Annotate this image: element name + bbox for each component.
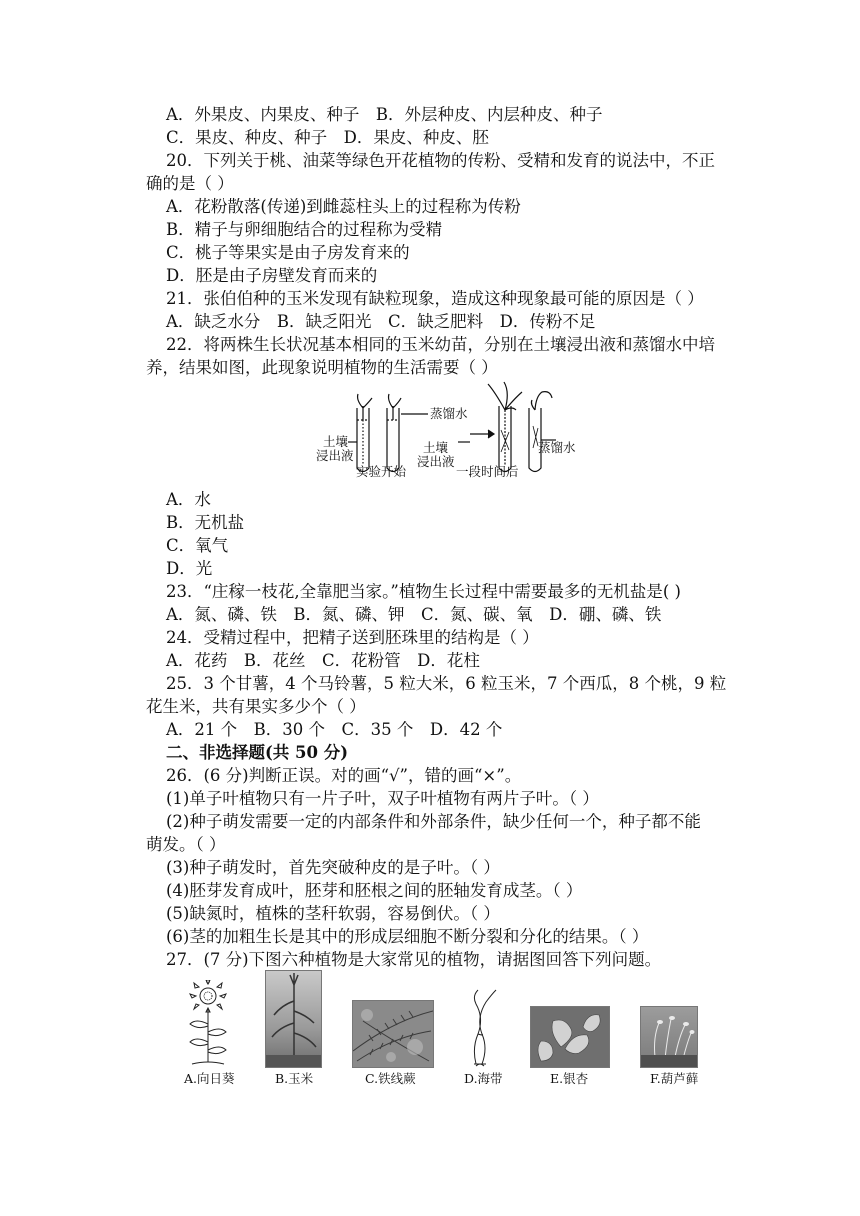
fig-caption-later: 一段时间后 [456, 464, 519, 479]
caption-a: A.向日葵 [184, 1071, 235, 1086]
fig-label-soil-left-2: 浸出液 [316, 448, 354, 463]
q25-options: A．21 个 B．30 个 C．35 个 D．42 个 [166, 720, 503, 739]
q20-option-c: C．桃子等果实是由子房发育来的 [166, 243, 410, 262]
fern-photo [352, 1000, 434, 1068]
corn-photo [265, 970, 322, 1068]
seedling-3 [488, 382, 522, 410]
q25-stem-line-2: 花生米，共有果实多少个（ ） [146, 697, 366, 716]
q25-stem-line-1: 25．3 个甘薯，4 个马铃薯，5 粒大米，6 粒玉米，7 个西瓜，8 个桃，9 粒 [166, 674, 727, 693]
q23-stem: 23．“庄稼一枝花,全靠肥当家。”植物生长过程中需要最多的无机盐是( ) [166, 582, 681, 601]
fig-label-distilled-top: 蒸馏水 [430, 406, 468, 421]
q26-statement-5: (5)缺氮时，植株的茎秆软弱，容易倒伏。（ ） [166, 904, 500, 923]
q27-stem: 27．(7 分)下图六种植物是大家常见的植物，请据图回答下列问题。 [166, 950, 662, 969]
sunflower-illustration [180, 980, 236, 1068]
fig-label-distilled-right: 蒸馏水 [538, 440, 576, 455]
caption-e: E.银杏 [550, 1071, 589, 1086]
q26-statement-4: (4)胚芽发育成叶，胚芽和胚根之间的胚轴发育成茎。（ ） [166, 881, 583, 900]
q19-option-line-1: A．外果皮、内果皮、种子 B．外层种皮、内层种皮、种子 [166, 105, 603, 124]
q20-stem-line-2: 确的是（ ） [146, 174, 234, 193]
seedling-1 [358, 394, 372, 420]
caption-c: C.铁线蕨 [365, 1071, 416, 1086]
q26-statement-6: (6)茎的加粗生长是其中的形成层细胞不断分裂和分化的结果。（ ） [166, 927, 649, 946]
ginkgo-photo [530, 1006, 610, 1068]
q24-options: A．花药 B．花丝 C．花粉管 D．花柱 [166, 651, 480, 670]
seedling-4 [531, 392, 552, 410]
section-heading: 二、非选择题(共 50 分) [166, 743, 349, 762]
q20-option-b: B．精子与卵细胞结合的过程称为受精 [166, 220, 443, 239]
fig-caption-start: 实验开始 [356, 464, 407, 479]
fig-label-soil-mid-1: 土壤 [423, 440, 449, 455]
q24-stem: 24．受精过程中，把精子送到胚珠里的结构是（ ） [166, 628, 539, 647]
q26-statement-3: (3)种子萌发时，首先突破种皮的是子叶。（ ） [166, 858, 500, 877]
q20-stem-line-1: 20．下列关于桃、油菜等绿色开花植物的传粉、受精和发育的说法中，不正 [166, 151, 715, 170]
q22-stem-line-2: 养，结果如图，此现象说明植物的生活需要（ ） [146, 358, 498, 377]
q26-statement-2-line-1: (2)种子萌发需要一定的内部条件和外部条件，缺少任何一个，种子都不能 [166, 812, 701, 831]
q21-stem: 21．张伯伯种的玉米发现有缺粒现象，造成这种现象最可能的原因是（ ） [166, 289, 704, 308]
q22-option-b: B．无机盐 [166, 513, 245, 532]
q20-option-d: D．胚是由子房壁发育而来的 [166, 266, 378, 285]
q26-statement-1: (1)单子叶植物只有一片子叶，双子叶植物有两片子叶。（ ） [166, 789, 599, 808]
caption-b: B.玉米 [275, 1071, 314, 1086]
q23-options: A．氮、磷、铁 B．氮、磷、钾 C．氮、碳、氧 D．硼、磷、铁 [166, 605, 662, 624]
caption-d: D.海带 [464, 1071, 503, 1086]
q22-stem-line-1: 22．将两株生长状况基本相同的玉米幼苗，分别在土壤浸出液和蒸馏水中培 [166, 335, 715, 354]
moss-photo [640, 1006, 698, 1068]
q22-option-c: C．氧气 [166, 536, 229, 555]
q21-options: A．缺乏水分 B．缺乏阳光 C．缺乏肥料 D．传粉不足 [166, 312, 596, 331]
q20-option-a: A．花粉散落(传递)到雌蕊柱头上的过程称为传粉 [166, 197, 521, 216]
q26-statement-2-line-2: 萌发。（ ） [146, 835, 226, 854]
q22-option-d: D．光 [166, 559, 213, 578]
fig-label-soil-mid-2: 浸出液 [417, 454, 455, 469]
kelp-illustration [462, 988, 502, 1068]
q19-option-line-2: C．果皮、种皮、种子 D．果皮、种皮、胚 [166, 128, 489, 147]
caption-f: F.葫芦藓 [650, 1071, 699, 1086]
fig-label-soil-left-1: 土壤 [323, 434, 349, 449]
q26-stem: 26．(6 分)判断正误。对的画“√”，错的画“×”。 [166, 766, 522, 785]
q22-option-a: A．水 [166, 490, 211, 509]
